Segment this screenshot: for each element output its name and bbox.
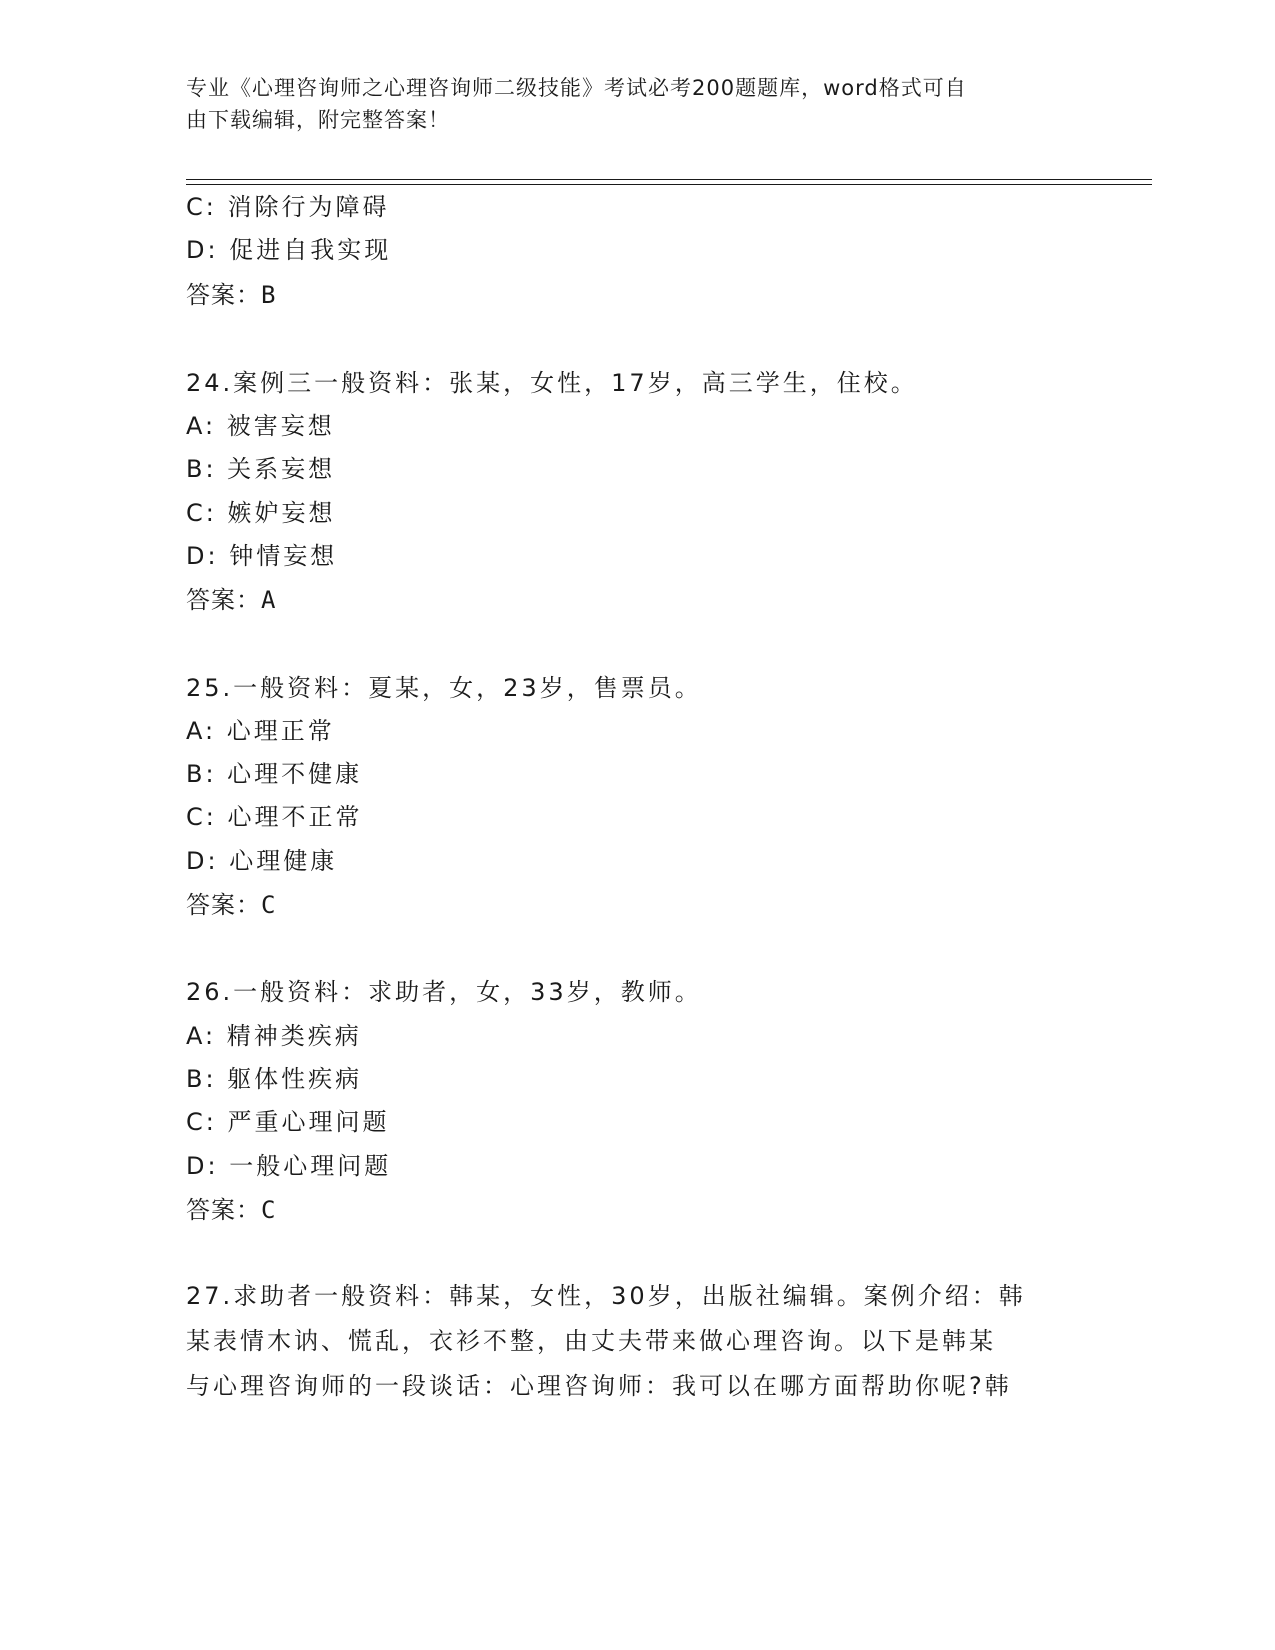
answer-value: C: [261, 891, 277, 919]
q26-option-d: D: 一般心理问题: [186, 1152, 392, 1180]
header-line-1: 专业《心理咨询师之心理咨询师二级技能》考试必考200题题库，word格式可自: [186, 76, 967, 100]
q23-option-d: D: 促进自我实现: [186, 236, 392, 264]
q26-option-a: A: 精神类疾病: [186, 1022, 362, 1050]
q26-option-c: C: 严重心理问题: [186, 1108, 390, 1136]
answer-label: 答案：: [186, 586, 261, 614]
q24-option-a: A: 被害妄想: [186, 412, 335, 440]
document-header: [186, 72, 1066, 136]
answer-label: 答案：: [186, 891, 261, 919]
q26-answer: [186, 1193, 276, 1227]
q24-answer: [186, 583, 276, 617]
q26-option-b: B: 躯体性疾病: [186, 1065, 363, 1093]
answer-label: 答案：: [186, 1196, 261, 1224]
header-divider-top: [186, 179, 1152, 180]
q25-option-b: B: 心理不健康: [186, 760, 363, 788]
q25-option-c: C: 心理不正常: [186, 803, 363, 831]
q24-option-c: C: 嫉妒妄想: [186, 499, 336, 527]
header-line-2: 由下载编辑，附完整答案！: [186, 108, 450, 132]
q24-stem: 24.案例三一般资料：张某，女性，17岁，高三学生，住校。: [186, 369, 918, 397]
q27-line-3: 与心理咨询师的一段谈话：心理咨询师：我可以在哪方面帮助你呢?韩: [186, 1372, 1012, 1400]
q25-option-a: A: 心理正常: [186, 717, 335, 745]
q27-stem: [186, 1274, 1086, 1409]
q25-answer: [186, 888, 276, 922]
q24-option-d: D: 钟情妄想: [186, 542, 338, 570]
q27-line-1: 27.求助者一般资料：韩某，女性，30岁，出版社编辑。案例介绍：韩: [186, 1282, 1026, 1310]
q23-answer: [186, 278, 276, 312]
q26-stem: 26.一般资料：求助者，女，33岁，教师。: [186, 978, 702, 1006]
q27-line-2: 某表情木讷、慌乱，衣衫不整，由丈夫带来做心理咨询。以下是韩某: [186, 1327, 996, 1355]
answer-value: B: [261, 281, 277, 309]
answer-label: 答案：: [186, 281, 261, 309]
q25-stem: 25.一般资料：夏某，女，23岁，售票员。: [186, 674, 702, 702]
answer-value: A: [261, 586, 277, 614]
answer-value: C: [261, 1196, 277, 1224]
header-divider-bottom: [186, 184, 1152, 185]
q23-option-c: C: 消除行为障碍: [186, 193, 390, 221]
q24-option-b: B: 关系妄想: [186, 455, 336, 483]
q25-option-d: D: 心理健康: [186, 847, 338, 875]
